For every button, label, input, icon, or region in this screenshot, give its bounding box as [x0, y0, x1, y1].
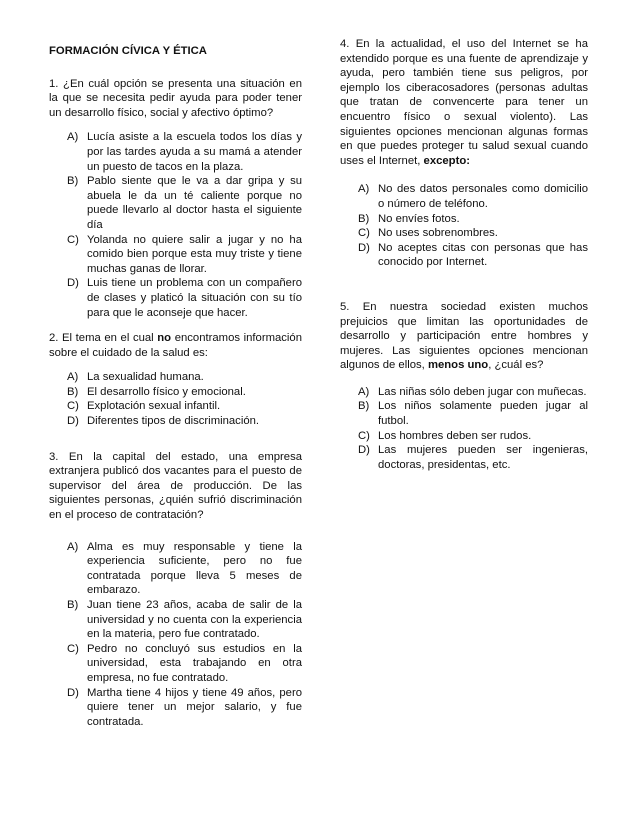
question-4-options	[340, 182, 588, 270]
question-5-stem-emphasis: menos uno	[427, 359, 489, 372]
option-text: Pablo siente que le va a dar gripa y su abuela le da un té caliente porque no puede llevarlo al doctor hasta el siguiente día	[87, 175, 302, 231]
option-letter: A)	[358, 183, 370, 196]
question-1-option-a[interactable]	[67, 130, 302, 174]
option-letter: A)	[67, 540, 79, 553]
option-letter: C)	[358, 227, 370, 240]
option-text: Pedro no concluyó sus estudios en la universidad, esta trabajando en otra empresa, no fue contratado.	[87, 642, 302, 684]
option-letter: A)	[67, 131, 79, 144]
question-2-options	[49, 370, 302, 428]
option-text: El desarrollo físico y emocional.	[87, 385, 246, 398]
question-5	[340, 300, 588, 473]
question-5-options	[340, 385, 588, 473]
question-2-option-b[interactable]	[67, 385, 302, 400]
question-4	[340, 37, 588, 270]
question-5-option-b[interactable]	[358, 399, 588, 428]
question-3-stem: 3. En la capital del estado, una empresa extranjera publicó dos vacantes para el puesto de supervisor del área de producción. De las siguientes personas, ¿quién sufrió discriminación en el proceso de contratación?	[49, 450, 302, 522]
option-text: Explotación sexual infantil.	[87, 400, 221, 413]
option-letter: D)	[358, 444, 370, 457]
option-letter: C)	[67, 400, 79, 413]
option-letter: C)	[358, 429, 370, 442]
question-3-option-a[interactable]	[67, 540, 302, 598]
option-text: Las niñas sólo deben jugar con muñecas.	[378, 385, 587, 398]
question-3-option-c[interactable]	[67, 642, 302, 686]
question-1-options	[49, 130, 302, 320]
option-text: No envíes fotos.	[378, 212, 460, 225]
question-1-option-c[interactable]	[67, 233, 302, 277]
question-2-option-d[interactable]	[67, 414, 302, 429]
question-1-option-d[interactable]	[67, 276, 302, 320]
option-text: Las mujeres pueden ser ingenieras, doctoras, presidentas, etc.	[378, 444, 588, 471]
option-letter: B)	[67, 175, 79, 188]
question-1-option-b[interactable]	[67, 174, 302, 232]
option-text: Diferentes tipos de discriminación.	[87, 415, 260, 428]
question-2-option-c[interactable]	[67, 399, 302, 414]
option-letter: D)	[67, 686, 79, 699]
option-text: Luis tiene un problema con un compañero de clases y platicó la situación con su tío para que le aconseje que hacer.	[87, 277, 302, 319]
question-4-option-b[interactable]	[358, 212, 588, 227]
option-letter: B)	[358, 212, 370, 225]
option-letter: B)	[358, 400, 370, 413]
question-4-stem	[340, 37, 588, 168]
question-2-stem-end: encontramos información sobre el cuidado de la salud es:	[49, 332, 302, 359]
option-text: No des datos personales como domicilio o número de teléfono.	[378, 183, 588, 210]
question-1	[49, 77, 302, 321]
option-text: Los niños solamente pueden jugar al futbol.	[378, 400, 588, 428]
option-text: La sexualidad humana.	[87, 371, 204, 384]
question-5-stem	[340, 300, 588, 373]
question-2	[49, 331, 302, 429]
question-1-stem: 1. ¿En cuál opción se presenta una situación en la que se necesita pedir ayuda para poder tener un desarrollo físico, social y afectivo óptimo?	[49, 77, 302, 119]
question-4-option-d[interactable]	[358, 241, 588, 270]
document-title: FORMACIÓN CÍVICA Y ÉTICA	[49, 45, 207, 57]
question-2-stem-start: 2. El tema en el cual	[49, 332, 158, 345]
option-text: Yolanda no quiere salir a jugar y no ha comido bien porque esta muy triste y tiene muchas ganas de llorar.	[87, 233, 302, 275]
option-letter: A)	[67, 371, 79, 384]
option-letter: D)	[358, 241, 370, 254]
question-5-stem-end: , ¿cuál es?	[488, 359, 544, 372]
question-5-stem-start: 5. En nuestra sociedad existen muchos prejuicios que limitan las oportunidades de desarrollo y participación entre hombres y mujeres. Las siguientes opciones mencionan algunos de ellos,	[340, 300, 588, 372]
question-5-option-a[interactable]	[358, 385, 588, 400]
option-letter: C)	[67, 233, 79, 246]
question-4-stem-emphasis: excepto:	[423, 154, 470, 167]
question-4-stem-start: 4. En la actualidad, el uso del Internet se ha extendido porque es una fuente de aprendizaje y ayuda, pero también tiene sus peligros, por ejemplo los ciberacosadores (personas adultas que tratan de convencerte para tener un encuentro físico o sexual violento). Las siguientes opciones mencionan algunas formas en que puedes proteger tu salud sexual cuando uses el Internet,	[340, 38, 588, 167]
question-4-option-a[interactable]	[358, 182, 588, 211]
question-4-option-c[interactable]	[358, 226, 588, 241]
question-2-option-a[interactable]	[67, 370, 302, 385]
option-letter: B)	[67, 599, 79, 611]
option-letter: D)	[67, 277, 79, 290]
option-text: Alma es muy responsable y tiene la experiencia suficiente, pero no fue contratada porque lleva 5 meses de embarazo.	[87, 540, 302, 597]
question-2-stem-emphasis: no	[157, 332, 172, 345]
option-letter: A)	[358, 385, 370, 398]
question-3	[49, 450, 302, 730]
question-5-option-d[interactable]	[358, 443, 588, 472]
option-text: Juan tiene 23 años, acaba de salir de la universidad y no cuenta con la experiencia en la materia, pero fue contratado.	[87, 599, 302, 641]
option-text: Martha tiene 4 hijos y tiene 49 años, pero quiere tener un mejor salario, y fue contratada.	[87, 686, 302, 728]
option-text: No uses sobrenombres.	[378, 227, 498, 240]
question-3-option-b[interactable]	[67, 598, 302, 642]
left-column	[49, 44, 302, 729]
option-letter: B)	[67, 385, 79, 398]
question-5-option-c[interactable]	[358, 429, 588, 444]
right-column	[340, 37, 588, 472]
option-text: Lucía asiste a la escuela todos los días y por las tardes ayuda a su mamá a atender un puesto de tacos en la plaza.	[87, 131, 302, 173]
question-3-options	[49, 540, 302, 730]
option-letter: C)	[67, 642, 79, 655]
option-text: No aceptes citas con personas que has conocido por Internet.	[378, 241, 588, 269]
option-letter: D)	[67, 415, 79, 428]
question-2-stem	[49, 331, 302, 360]
question-3-option-d[interactable]	[67, 686, 302, 730]
option-text: Los hombres deben ser rudos.	[378, 429, 532, 442]
